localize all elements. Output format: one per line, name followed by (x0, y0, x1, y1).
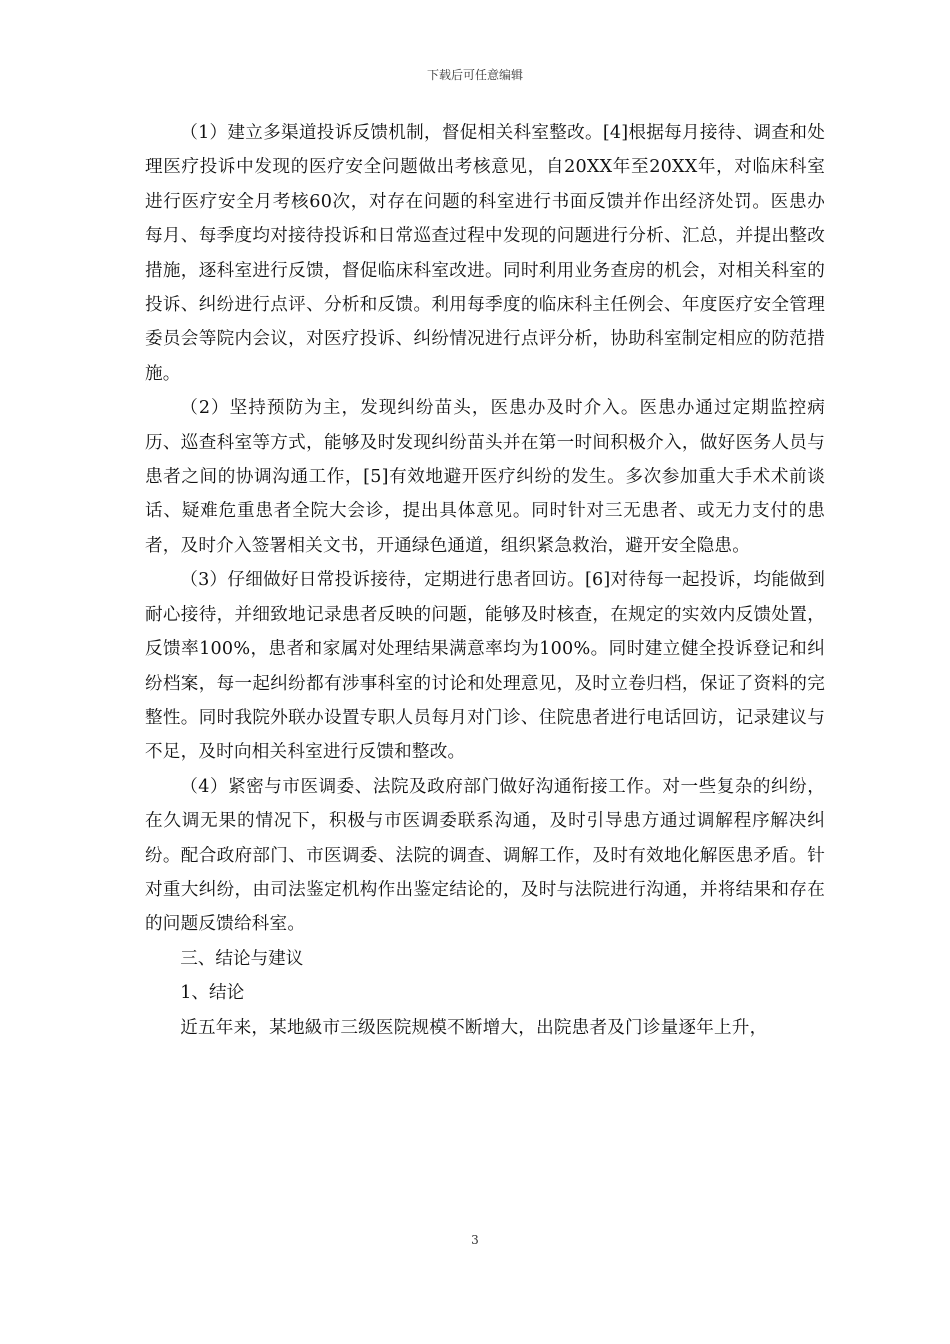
paragraph-3: （3）仔细做好日常投诉接待，定期进行患者回访。[6]对待每一起投诉，均能做到耐心接待，并细致地记录患者反映的问题，能够及时核查，在规定的实效内反馈处置，反馈率100%，患者和家属对处理结果满意率均为100%。同时建立健全投诉登记和纠纷档案，每一起纠纷都有涉事科室的讨论和处理意见，及时立卷归档，保证了资料的完整性。同时我院外联办设置专职人员每月对门诊、住院患者进行电话回访，记录建议与不足，及时向相关科室进行反馈和整改。 (145, 570, 825, 763)
document-body (145, 116, 825, 1045)
paragraph-4: （4）紧密与市医调委、法院及政府部门做好沟通衔接工作。对一些复杂的纠纷，在久调无果的情况下，积极与市医调委联系沟通，及时引导患方通过调解程序解决纠纷。配合政府部门、市医调委、法院的调查、调解工作，及时有效地化解医患矛盾。针对重大纠纷，由司法鉴定机构作出鉴定结论的，及时与法院进行沟通，并将结果和存在的问题反馈给科室。 (145, 776, 825, 935)
sub-heading: 1、结论 (180, 983, 245, 1004)
page-header: 下载后可任意编辑 (426, 68, 523, 82)
page-number: 3 (471, 1233, 479, 1247)
paragraph-1: （1）建立多渠道投诉反馈机制，督促相关科室整改。[4]根据每月接待、调查和处理医疗投诉中发现的医疗安全问题做出考核意见，自20XX年至20XX年，对临床科室进行医疗安全月考核60次，对存在问题的科室进行书面反馈并作出经济处罚。医患办每月、每季度均对接待投诉和日常巡查过程中发现的问题进行分析、汇总，并提出整改措施，逐科室进行反馈，督促临床科室改进。同时利用业务查房的机会，对相关科室的投诉、纠纷进行点评、分析和反馈。利用每季度的临床科主任例会、年度医疗安全管理委员会等院内会议，对医疗投诉、纠纷情况进行点评分析，协助科室制定相应的防范措施。 (145, 123, 825, 384)
paragraph-5: 近五年来，某地級市三级医院规模不断增大，出院患者及门诊量逐年上升， (180, 1017, 768, 1038)
section-heading: 三、结论与建议 (180, 948, 304, 969)
paragraph-2: （2）坚持预防为主，发现纠纷苗头，医患办及时介入。医患办通过定期监控病历、巡查科室等方式，能够及时发现纠纷苗头并在第一时间积极介入，做好医务人员与患者之间的协调沟通工作，[5]有效地避开医疗纠纷的发生。多次参加重大手术术前谈话、疑难危重患者全院大会诊，提出具体意见。同时针对三无患者、或无力支付的患者，及时介入签署相关文书，开通绿色通道，组织紧急救治，避开安全隐患。 (145, 398, 825, 556)
